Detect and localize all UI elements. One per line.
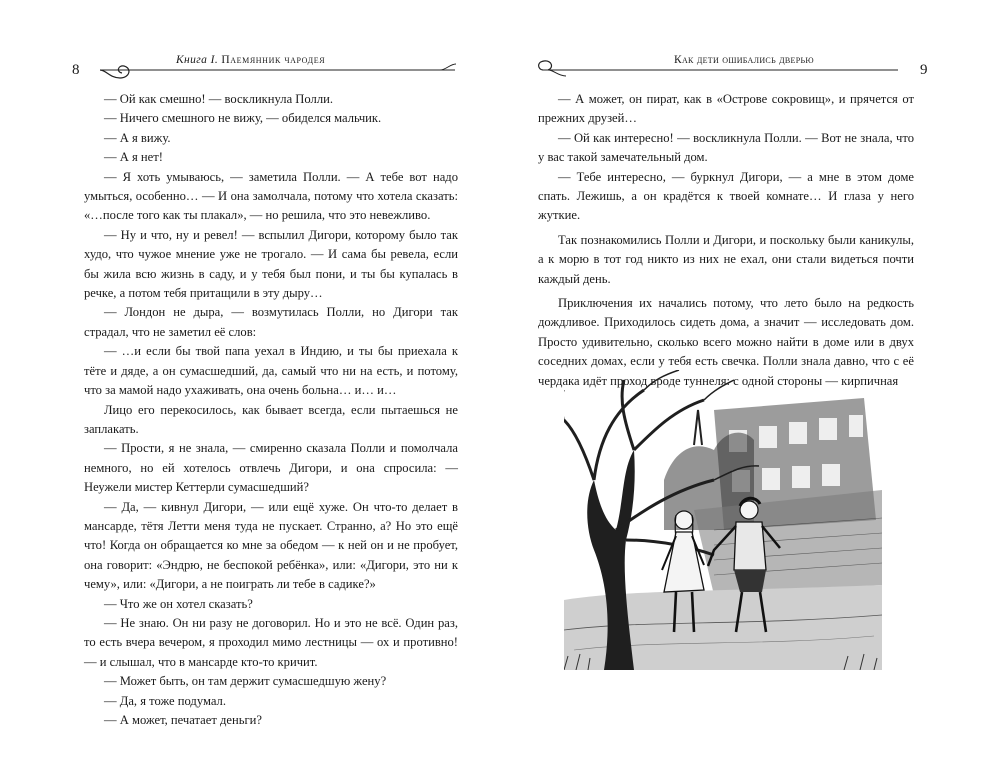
paragraph: Приключения их начались потому, что лето было на редкость дождливое. Приходилось сидеть дома, а значит — исследовать дом. Просто удивительно, сколько всего можно найти в доме или в двух соседних домах, если у тебя есть свечка. Полли знала давно, что с её чердака идёт проход вроде туннеля: с одной стороны — кирпичная	[538, 296, 914, 388]
paragraph: — Я хоть умываюсь, — заметила Полли. — А тебе вот надо умыться, особенно… — И она замолчала, потому что хотела сказать: «…после того как ты плакал», — но решила, что это невежливо.	[84, 169, 458, 223]
paragraph: — Да, — кивнул Дигори, — или ещё хуже. Он что-то делает в мансарде, тётя Летти меня туда не пускает. Странно, а? Но это ещё что! Когда он обращается ко мне за обедом — к ней он и не пробует, она говорит: «Эндрю, не беспокой ребёнка», или: «Дигори, это ни к чему», или: «Дигори, а не поиграть ли тебе в садике?»	[84, 499, 458, 592]
running-head-left-text	[170, 54, 331, 66]
paragraph: — Ну и что, ну и ревел! — вспылил Дигори, которому было так худо, что чужое мнение уже не трогало. — И сама бы ревела, если бы жила всю жизнь в саду, и у тебя был пони, и ты бы купалась в речке, а потом тебя притащили в эту дыру…	[84, 227, 458, 301]
paragraph: — Прости, я не знала, — смиренно сказала Полли и помолчала немного, но ей хотелось отвлечь Дигори, и она спросила: — Неужели мистер Кеттерли сумасшедший?	[84, 441, 458, 495]
paragraph: — А я вижу.	[104, 130, 171, 145]
paragraph: — …и если бы твой папа уехал в Индию, и ты бы приехала к тёте и дяде, а он сумасшедший, да, самый что ни на есть, и потому, что за мамой надо ухаживать, она очень больна… и… и…	[84, 344, 458, 398]
children-in-garden-illustration-icon	[564, 370, 882, 670]
paragraph: — Лондон не дыра, — возмутилась Полли, но Дигори так страдал, что не заметил её слов:	[84, 305, 458, 339]
paragraph: — Да, я тоже подумал.	[104, 693, 226, 708]
paragraph: — Что же он хотел сказать?	[104, 596, 253, 611]
paragraph: Так познакомились Полли и Дигори, и поскольку были каникулы, а к морю в тот год никто из них не ехал, они стали видеться почти каждый день.	[538, 232, 914, 286]
running-head-title: Паемянник чародея	[221, 54, 326, 66]
paragraph: Лицо его перекосилось, как бывает всегда, если пытаешься не заплакать.	[84, 402, 458, 436]
paragraph: — А может, он пират, как в «Острове сокровищ», и прячется от прежних друзей…	[538, 92, 914, 126]
running-head-left	[100, 50, 460, 86]
paragraph: — Ничего смешного не вижу, — обиделся мальчик.	[104, 111, 382, 126]
page-number-left: 8	[72, 62, 80, 78]
paragraph: — А может, печатает деньги?	[104, 713, 262, 727]
page-number-right: 9	[920, 62, 928, 78]
paragraph: — Не знаю. Он ни разу не договорил. Но и это не всё. Один раз, то есть вчера вечером, я проходил мимо лестницы — ох и противно! — и слышал, что в мансарде кто-то кричит.	[84, 615, 458, 669]
running-head-right-text: Как дети ошибались дверью	[668, 54, 820, 66]
running-head-book: Книга I.	[176, 54, 219, 66]
left-text-column	[84, 90, 458, 730]
running-head-right	[538, 50, 898, 86]
paragraph: — Ой как смешно! — воскликнула Полли.	[104, 92, 333, 106]
paragraph: — Может быть, он там держит сумасшедшую жену?	[104, 674, 387, 689]
right-page	[500, 0, 1000, 776]
right-text-column	[538, 90, 914, 391]
illustration	[564, 370, 882, 670]
paragraph: — А я нет!	[104, 150, 163, 165]
paragraph: — Ой как интересно! — воскликнула Полли. — Вот не знала, что у вас такой замечательный дом.	[538, 130, 914, 165]
paragraph: — Тебе интересно, — буркнул Дигори, — а мне в этом доме спать. Лежишь, а он крадётся к твоей комнате… И глаза у него жуткие.	[538, 169, 914, 223]
